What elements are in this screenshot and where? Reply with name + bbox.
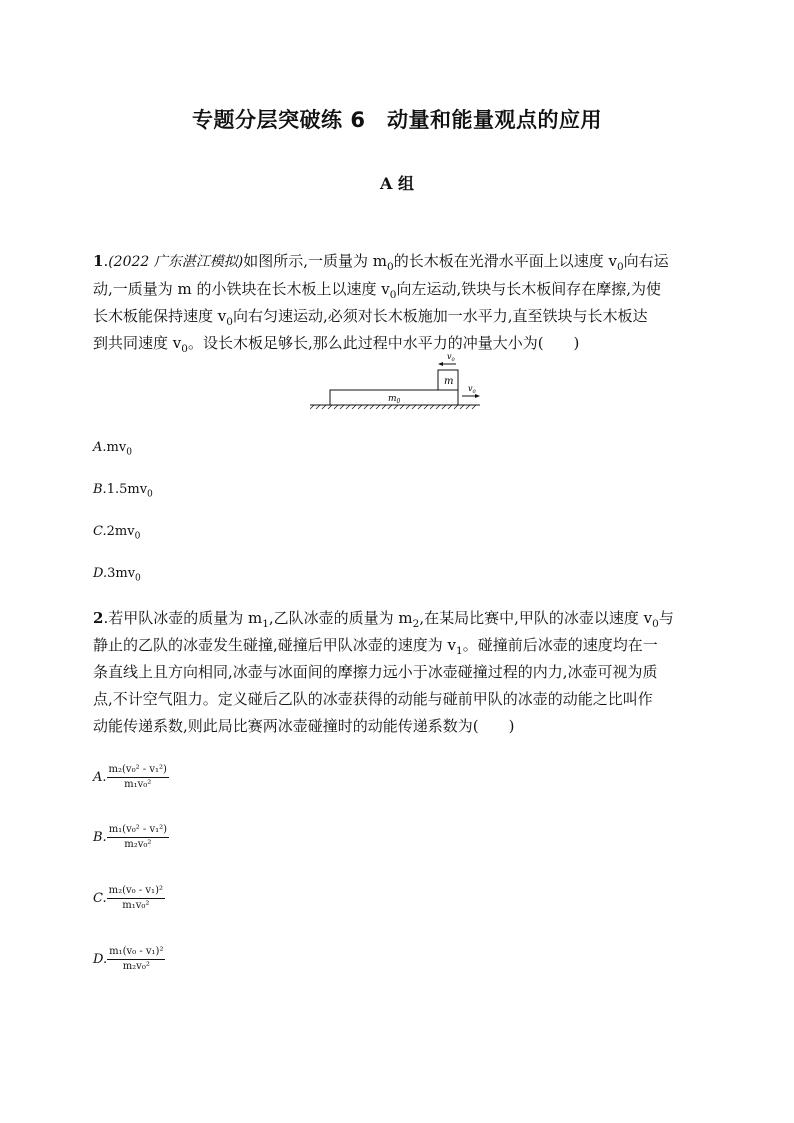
q1-option-d[interactable]: $D.3mv_0$	[93, 566, 141, 584]
q2-option-c[interactable]: C. $\frac{\text{m₂(v₀ - v₁)²}}{\text{m₁v₀²}}$	[93, 885, 163, 911]
board-block-figure	[310, 350, 490, 410]
q2-line-4: 点,不计空气阻力。定义碰后乙队的冰壶获得的动能与碰前甲队的冰壶的动能之比叫作	[93, 690, 653, 708]
fraction: $\frac{\text{m₁(v₀² - v₁²)}}{\text{m₂v₀²}}$	[108, 824, 168, 850]
group-heading: A 组	[380, 174, 414, 193]
q1-option-a[interactable]: $A.mv_0$	[93, 440, 132, 458]
question-2	[93, 605, 703, 740]
q1-line-3: 长木板能保持速度 $v_0$向右匀速运动,必须对长木板施加一水平力,直至铁块与长木板达	[93, 307, 648, 328]
page-title: 专题分层突破练 6 动量和能量观点的应用	[192, 108, 602, 132]
q2-number: 2	[93, 609, 104, 627]
q2-option-d[interactable]: D. $\frac{\text{m₁(v₀ - v₁)²}}{\text{m₂v₀²}}$	[93, 946, 164, 972]
q1-line-1: 1.(2022 广东湛江模拟)如图所示,一质量为 $m_0$的长木板在光滑水平面上以速度 $v_0$向右运	[93, 252, 669, 273]
question-1	[93, 248, 703, 357]
q2-line-2: 静止的乙队的冰壶发生碰撞,碰撞后甲队冰壶的速度为 $v_1$。碰撞前后冰壶的速度均在一	[93, 636, 658, 657]
fraction: $\frac{\text{m₂(v₀² - v₁²)}}{\text{m₁v₀²}}$	[108, 764, 167, 790]
v-top-label: $v_0$	[447, 352, 455, 363]
left-arrow-icon	[438, 362, 443, 366]
q2-option-a[interactable]: A. $\frac{\text{m₂(v₀² - v₁²)}}{\text{m₁v₀²}}$	[93, 764, 167, 790]
q2-line-3: 条直线上且方向相同,冰壶与冰面间的摩擦力远小于冰壶碰撞过程的内力,冰壶可视为质	[93, 663, 658, 681]
q1-option-c[interactable]: $C.2mv_0$	[93, 524, 141, 542]
q1-option-b[interactable]: $B.1.5mv_0$	[93, 482, 153, 500]
v-right-label: $v_0$	[468, 384, 476, 395]
q2-line-5: 动能传递系数,则此局比赛两冰壶碰撞时的动能传递系数为( )	[93, 717, 515, 735]
q2-line-1: 2.若甲队冰壶的质量为 $m_1$,乙队冰壶的质量为 $m_2$,在某局比赛中,甲队的冰壶以速度 $v_0$与	[93, 609, 674, 630]
block-label: m	[444, 376, 454, 387]
fraction: $\frac{\text{m₁(v₀ - v₁)²}}{\text{m₂v₀²}}$	[109, 946, 164, 972]
q1-line-2: 动,一质量为 m 的小铁块在长木板上以速度 $v_0$向左运动,铁块与长木板间存在摩擦,为使	[93, 280, 662, 301]
board-label: $m_0$	[388, 394, 401, 405]
fraction: $\frac{\text{m₂(v₀ - v₁)²}}{\text{m₁v₀²}}$	[108, 885, 163, 911]
q1-line-4: 到共同速度 $v_0$。设长木板足够长,那么此过程中水平力的冲量大小为( )	[93, 334, 580, 355]
q2-option-b[interactable]: B. $\frac{\text{m₁(v₀² - v₁²)}}{\text{m₂v₀²}}$	[93, 824, 168, 850]
q1-source: (2022 广东湛江模拟)	[108, 254, 244, 270]
q1-number: 1	[93, 252, 104, 270]
right-arrow-icon	[475, 394, 480, 398]
